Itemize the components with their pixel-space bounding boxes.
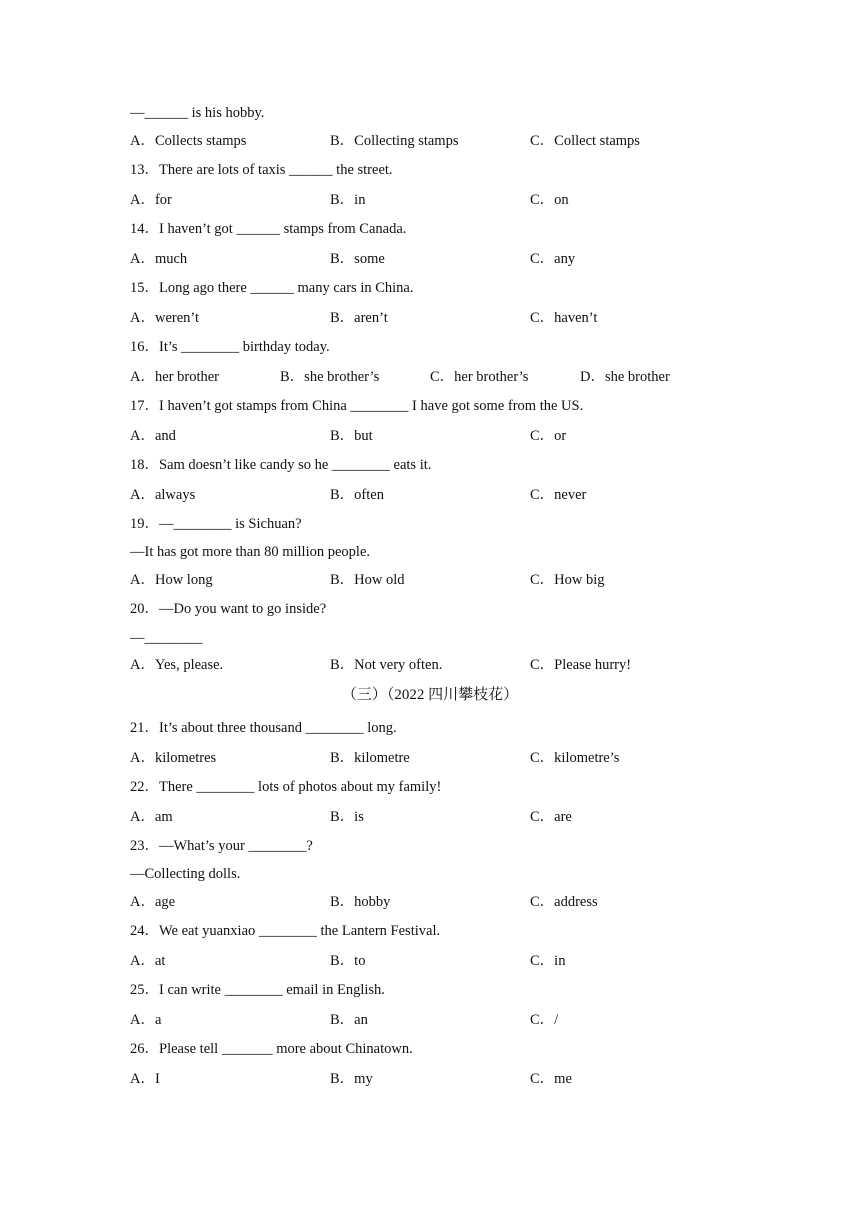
option-a: A．How long [130,572,213,588]
option-b: B．Not very often. [330,657,443,673]
question-line: —______ is his hobby. [130,105,265,121]
option-b: B．to [330,953,366,969]
option-c: C．in [530,953,566,969]
option-c: C．haven’t [530,310,598,326]
option-a: A．kilometres [130,750,217,766]
option-a: A．weren’t [130,310,199,326]
option-c: C．never [530,487,587,503]
option-c: C．How big [530,572,605,588]
option-a: A．I [130,1071,160,1087]
dialogue-line: —________ [130,630,203,646]
option-c: C．Collect stamps [530,133,640,149]
option-b: B．my [330,1071,373,1087]
option-c: C．any [530,251,576,267]
option-a: A．at [130,953,166,969]
option-b: B．Collecting stamps [330,133,459,149]
option-a: A．am [130,809,173,825]
option-c: C．her brother’s [430,369,529,385]
dialogue-line: —Collecting dolls. [130,866,241,882]
question-21: 21．It’s about three thousand ________ long. [130,720,397,736]
option-d: D．she brother [580,369,670,385]
option-c: C．or [530,428,567,444]
question-25: 25．I can write ________ email in English. [130,982,385,998]
question-16: 16．It’s ________ birthday today. [130,339,330,355]
option-b: B．she brother’s [280,369,380,385]
option-b: B．aren’t [330,310,388,326]
option-b: B．kilometre [330,750,410,766]
option-b: B．some [330,251,385,267]
question-15: 15．Long ago there ______ many cars in China. [130,280,414,296]
question-17: 17．I haven’t got stamps from China ________ I have got some from the US. [130,398,584,414]
option-a: A．always [130,487,196,503]
option-b: B．How old [330,572,405,588]
option-b: B．in [330,192,366,208]
option-c: C．me [530,1071,572,1087]
question-20: 20．—Do you want to go inside? [130,601,327,617]
option-a: A．for [130,192,172,208]
option-c: C．kilometre’s [530,750,620,766]
option-c: C．address [530,894,598,910]
option-a: A．age [130,894,176,910]
option-c: C．are [530,809,572,825]
question-19: 19．—________ is Sichuan? [130,516,302,532]
option-b: B．often [330,487,384,503]
option-b: B．but [330,428,373,444]
option-c: C．Please hurry! [530,657,632,673]
dialogue-line: —It has got more than 80 million people. [130,544,371,560]
option-a: A．Yes, please. [130,657,224,673]
option-c: C．/ [530,1012,559,1028]
question-23: 23．—What’s your ________? [130,838,313,854]
section-heading: （三）（2022 四川攀枝花） [341,687,519,703]
question-26: 26．Please tell _______ more about Chinatown. [130,1041,413,1057]
option-a: A．her brother [130,369,219,385]
option-a: A．Collects stamps [130,133,247,149]
question-18: 18．Sam doesn’t like candy so he ________ eats it. [130,457,432,473]
question-14: 14．I haven’t got ______ stamps from Canada. [130,221,407,237]
option-a: A．a [130,1012,162,1028]
question-22: 22．There ________ lots of photos about my family! [130,779,442,795]
option-b: B．hobby [330,894,391,910]
option-a: A．much [130,251,188,267]
option-c: C．on [530,192,569,208]
option-b: B．an [330,1012,368,1028]
question-13: 13．There are lots of taxis ______ the street. [130,162,393,178]
question-24: 24．We eat yuanxiao ________ the Lantern Festival. [130,923,441,939]
option-b: B．is [330,809,364,825]
option-a: A．and [130,428,176,444]
